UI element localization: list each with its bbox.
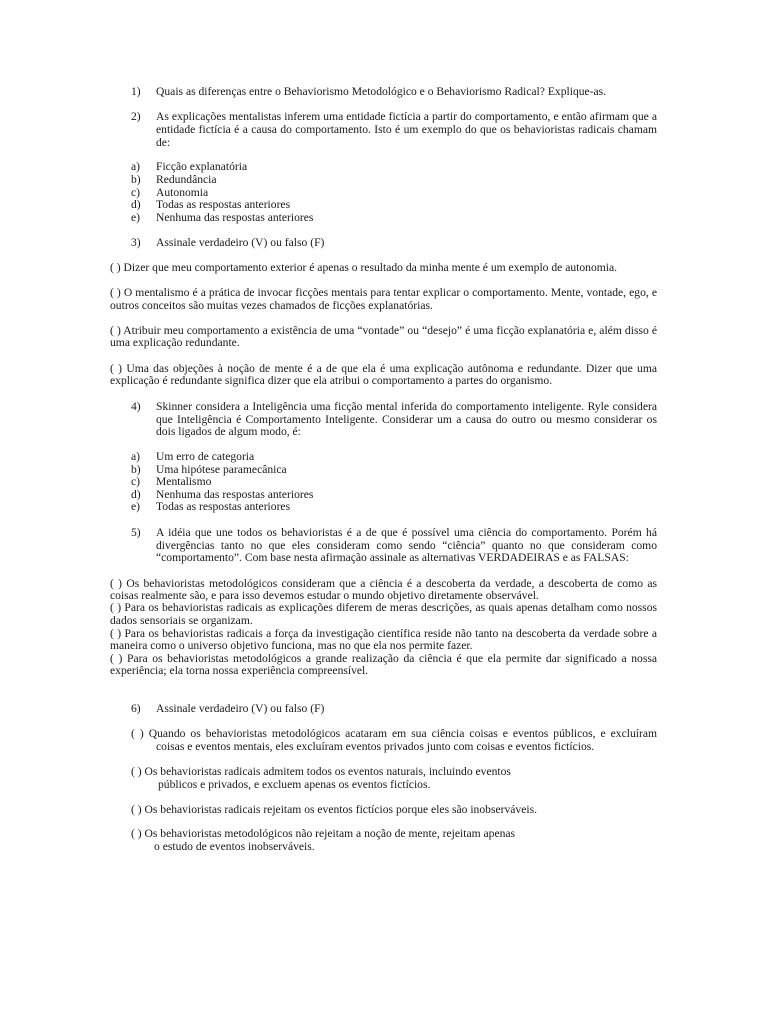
option-text: Redundância	[156, 173, 217, 186]
option-text: Um erro de categoria	[156, 450, 255, 463]
statement-line: uma explicação redundante.	[110, 336, 240, 349]
question-2-line: entidade fictícia é a causa do comportamento. Isto é um exemplo do que os behavioristas radicais chamam	[156, 123, 657, 136]
question-2-line: de:	[156, 136, 171, 149]
question-3-number: 3)	[131, 236, 141, 249]
question-6-number: 6)	[131, 702, 141, 715]
option-letter: c)	[131, 475, 141, 488]
statement-line: públicos e privados, e excluem apenas os eventos fictícios.	[158, 778, 431, 791]
question-1-text: Quais as diferenças entre o Behaviorismo Metodológico e o Behaviorismo Radical? Explique-as.	[156, 85, 607, 98]
statement-line: ( ) Os behavioristas radicais admitem todos os eventos naturais, incluindo eventos	[131, 765, 511, 778]
option-letter: a)	[131, 450, 141, 463]
statement-line: ( ) Uma das objeções à noção de mente é a de que ela é uma explicação autônoma e redundante. Dizer que uma	[110, 362, 657, 375]
statement-line: outros conceitos são muitas vezes chamados de ficções explanatórias.	[110, 299, 433, 312]
statement-line: ( ) Dizer que meu comportamento exterior é apenas o resultado da minha mente é um exemplo de autonomia.	[110, 261, 618, 274]
statement-line: ( ) Os behavioristas metodológicos consideram que a ciência é a descoberta da verdade, a descoberta de como as	[110, 577, 657, 590]
statement-line: ( ) Os behavioristas radicais rejeitam os eventos fictícios porque eles são inobserváveis.	[131, 803, 537, 816]
option-text: Todas as respostas anteriores	[156, 500, 291, 513]
option-letter: b)	[131, 463, 141, 476]
option-letter: b)	[131, 173, 141, 186]
option-letter: c)	[131, 186, 141, 199]
question-5-line: A idéia que une todos os behavioristas é a de que é possível uma ciência do comportamento. Porém há	[156, 526, 657, 539]
option-text: Todas as respostas anteriores	[156, 198, 291, 211]
option-letter: d)	[131, 488, 141, 501]
option-text: Nenhuma das respostas anteriores	[156, 211, 314, 224]
statement-line: ( ) Para os behavioristas radicais a força da investigação científica reside não tanto na descoberta da verdade sobre a	[110, 627, 657, 640]
option-letter: e)	[131, 211, 141, 224]
option-text: Uma hipótese paramecânica	[156, 463, 287, 476]
question-4-number: 4)	[131, 400, 141, 413]
statement-line: explicação é redundante significa dizer que ela atribui o comportamento a partes do organismo.	[110, 374, 553, 387]
question-6-text: Assinale verdadeiro (V) ou falso (F)	[156, 702, 325, 715]
statement-line: ( ) Para os behavioristas radicais as explicações diferem de meras descrições, as quais apenas detalham como nossos	[110, 601, 657, 614]
statement-line: ( ) O mentalismo é a prática de invocar ficções mentais para tentar explicar o comportamento. Mente, vontade, ego, e	[110, 286, 657, 299]
statement-line: ( ) Os behavioristas metodológicos não rejeitam a noção de mente, rejeitam apenas	[131, 827, 516, 840]
question-2-line: As explicações mentalistas inferem uma entidade fictícia a partir do comportamento, e então afirmam que a	[156, 110, 657, 123]
option-text: Nenhuma das respostas anteriores	[156, 488, 314, 501]
statement-line: ( ) Atribuir meu comportamento a existência de uma “vontade” ou “desejo” é uma ficção explanatória e, além disso é	[110, 324, 657, 337]
question-3-text: Assinale verdadeiro (V) ou falso (F)	[156, 236, 325, 249]
statement-line: coisas realmente são, e para isso devemos estudar o mundo objetivo diretamente observável.	[110, 589, 539, 602]
statement-line: dados sensoriais se organizam.	[110, 614, 253, 627]
option-text: Ficção explanatória	[156, 160, 248, 173]
option-text: Autonomia	[156, 186, 209, 199]
option-letter: e)	[131, 500, 141, 513]
question-2-number: 2)	[131, 110, 141, 123]
question-1-number: 1)	[131, 85, 141, 98]
option-letter: a)	[131, 160, 141, 173]
statement-line: experiência; ela torna nossa experiência compreensível.	[110, 664, 369, 677]
question-5-line: divergências tanto no que eles consideram como sendo “ciência” quanto no que consideram como	[156, 539, 657, 552]
statement-line: ( ) Para os behavioristas metodológicos a grande realização da ciência é que ela permite dar significado a nossa	[110, 652, 657, 665]
statement-line: ( ) Quando os behavioristas metodológicos acataram em sua ciência coisas e eventos públicos, e excluíram	[131, 727, 657, 740]
question-4-line: Skinner considera a Inteligência uma ficção mental inferida do comportamento inteligente. Ryle considera	[156, 400, 657, 413]
statement-line: coisas e eventos mentais, eles excluíram eventos privados junto com coisas e eventos fictícios.	[156, 740, 595, 753]
question-4-line: dois ligados de algum modo, é:	[156, 425, 301, 438]
question-4-line: que Inteligência é Comportamento Inteligente. Considerar um a causa do outro ou mesmo considerar os	[156, 413, 657, 426]
statement-line: o estudo de eventos inobserváveis.	[154, 840, 315, 853]
question-5-line: “comportamento”. Com base nesta afirmação assinale as alternativas VERDADEIRAS e as FALSAS:	[156, 551, 629, 564]
option-text: Mentalismo	[156, 475, 212, 488]
option-letter: d)	[131, 198, 141, 211]
statement-line: maneira como o universo objetivo funciona, mas no que ela nos permite fazer.	[110, 639, 473, 652]
question-5-number: 5)	[131, 526, 141, 539]
